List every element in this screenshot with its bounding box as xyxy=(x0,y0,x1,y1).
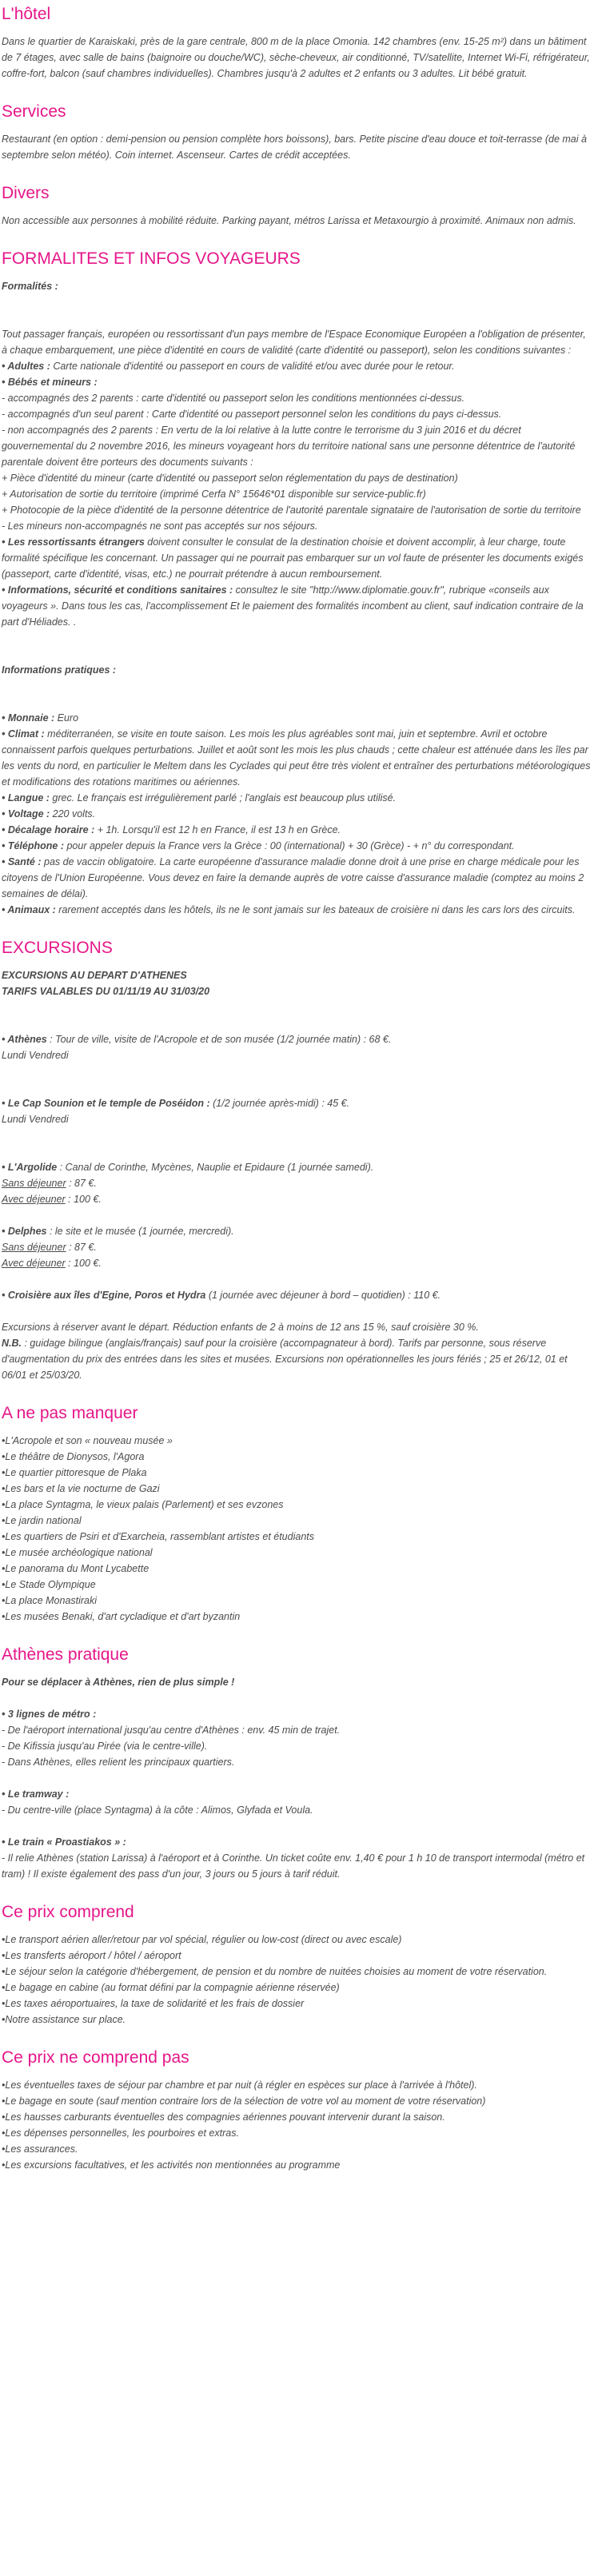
section-divers xyxy=(2,182,593,229)
text-line: - Dans Athènes, elles relient les principaux quartiers. xyxy=(2,1757,235,1768)
text-line: - accompagnés d'un seul parent : Carte d'identité ou passeport personnel selon les conditions du pays ci-dessus. xyxy=(2,409,502,420)
manquer-list xyxy=(2,1433,593,1625)
list-item: • Le bagage en soute (sauf mention contraire lors de la sélection de votre vol au moment de votre réservation) xyxy=(2,2093,593,2109)
info-climat: • Climat : méditerranéen, se visite en toute saison. Les mois les plus agréables sont mai, juin et septembre. Avril et octobre connaissent parfois quelques perturbations. Juillet et août sont les mois les plus chauds ; cette chaleur est atténuée dans les îles par les vents du nord, en particulier le Meltem dans les Cyclades qui peut être très violent et entraîner des perturbations météorologiques et modifications des rotations maritimes ou aériennes. xyxy=(2,728,591,788)
list-item: • Les transferts aéroport / hôtel / aéroport xyxy=(2,1948,593,1964)
list-item: • La place Syntagma, le vieux palais (Parlement) et ses evzones xyxy=(2,1497,593,1513)
excursions-subtitle: EXCURSIONS AU DEPART D'ATHENES xyxy=(2,970,187,981)
section-title-services: Services xyxy=(2,102,66,121)
section-hotel xyxy=(2,3,593,82)
info-telephone: • Téléphone : pour appeler depuis la France vers la Grèce : 00 (international) + 30 (Grèce) - + n° du correspondant. xyxy=(2,840,515,851)
text-line: - Du centre-ville (place Syntagma) à la côte : Alimos, Glyfada et Voula. xyxy=(2,1804,313,1816)
argolide-sans-dejeuner: Sans déjeuner : 87 €. xyxy=(2,1178,97,1189)
formalites-intro: Tout passager français, européen ou ressortissant d'un pays membre de l'Espace Economique Européen a l'obligation de présenter, à chaque embarquement, une pièce d'identité en cours de validité (carte d'identité ou passeport), selon les conditions suivantes : xyxy=(2,329,586,356)
excursions-nb: N.B. : guidage bilingue (anglais/français) sauf pour la croisière (accompagnateur à bord). Tarifs par personne, sous réserve d'augmentation du prix des entrées dans les sites et musées. Excursions non opérationnelles les jours fériés ; 25 et 26/12, 01 et 06/01 et 25/03/20. xyxy=(2,1338,568,1381)
formalites-bebes-label: • Bébés et mineurs : xyxy=(2,377,98,388)
section-formalites xyxy=(2,248,593,918)
section-title-manquer: A ne pas manquer xyxy=(2,1404,138,1422)
list-item: • Notre assistance sur place. xyxy=(2,2012,593,2028)
section-title-excursions: EXCURSIONS xyxy=(2,939,113,957)
info-langue: • Langue : grec. Le français est irrégulièrement parlé ; l'anglais est beaucoup plus utilisé. xyxy=(2,792,397,804)
excursions-note: Excursions à réserver avant le départ. Réduction enfants de 2 à moins de 12 ans 15 %, sauf croisière 30 %. xyxy=(2,1322,479,1333)
list-item: • Les musées Benaki, d'art cycladique et d'art byzantin xyxy=(2,1609,593,1625)
excursion-croisiere: • Croisière aux îles d'Egine, Poros et Hydra (1 journée avec déjeuner à bord – quotidien) : 110 €. xyxy=(2,1290,441,1301)
section-manquer xyxy=(2,1402,593,1625)
list-item: • Les taxes aéroportuaires, la taxe de solidarité et les frais de dossier xyxy=(2,1996,593,2012)
excursion-argolide: • L'Argolide : Canal de Corinthe, Mycènes, Nauplie et Epidaure (1 journée samedi). xyxy=(2,1162,374,1173)
text-line: - non accompagnés des 2 parents : En vertu de la loi relative à la lutte contre le terrorisme du 3 juin 2016 et du décret gouvernemental du 2 novembre 2016, les mineurs voyageant hors du territoire national sans une personne détentrice de l'autorité parentale doivent être porteurs des documents suivants : xyxy=(2,425,576,468)
section-title-hotel: L'hôtel xyxy=(2,5,51,23)
list-item: • Le Stade Olympique xyxy=(2,1577,593,1593)
section-title-comprend: Ce prix comprend xyxy=(2,1903,134,1921)
section-pratique xyxy=(2,1644,593,1882)
excursion-cap-sounion: • Le Cap Sounion et le temple de Poséidon : (1/2 journée après-midi) : 45 €. xyxy=(2,1098,350,1109)
text-line: + Pièce d'identité du mineur (carte d'identité ou passeport selon réglementation du pays de destination) xyxy=(2,473,458,484)
section-title-divers: Divers xyxy=(2,184,50,202)
list-item: • Le transport aérien aller/retour par vol spécial, régulier ou low-cost (direct ou avec escale) xyxy=(2,1932,593,1948)
excursion-athenes: • Athènes : Tour de ville, visite de l'Acropole et de son musée (1/2 journée matin) : 68 €. xyxy=(2,1034,392,1045)
text-line: - De Kifissia jusqu'au Pirée (via le centre-ville). xyxy=(2,1741,208,1752)
section-comprend xyxy=(2,1901,593,2028)
list-item: • Le bagage en cabine (au format défini par la compagnie aérienne réservée) xyxy=(2,1980,593,1996)
text-line: - Les mineurs non-accompagnés ne sont pas acceptés sur nos séjours. xyxy=(2,520,318,532)
formalites-adultes: • Adultes : Carte nationale d'identité ou passeport en cours de validité et/ou avec durée pour le retour. xyxy=(2,361,455,372)
section-services xyxy=(2,101,593,163)
list-item: • Le panorama du Mont Lycabette xyxy=(2,1561,593,1577)
list-item: • Le jardin national xyxy=(2,1513,593,1529)
pratique-train-label: • Le train « Proastiakos » : xyxy=(2,1836,126,1848)
divers-description: Non accessible aux personnes à mobilité réduite. Parking payant, métros Larissa et Metaxourgio à proximité. Animaux non admis. xyxy=(2,215,576,226)
ne-comprend-list xyxy=(2,2077,593,2173)
pratique-intro: Pour se déplacer à Athènes, rien de plus simple ! xyxy=(2,1677,235,1688)
argolide-avec-dejeuner: Avec déjeuner : 100 €. xyxy=(2,1194,102,1205)
formalites-ressortissants: • Les ressortissants étrangers doivent consulter le consulat de la destination choisie et doivent accomplir, à leur charge, toute formalité spécifique les concernant. Un passager qui ne pourrait pas embarquer sur un vol faute de présenter les documents exigés (passeport, carte d'identité, visas, etc.) ne pourrait prétendre à aucun remboursement. xyxy=(2,536,584,580)
excursion-athenes-days: Lundi Vendredi xyxy=(2,1050,69,1061)
info-animaux: • Animaux : rarement acceptés dans les hôtels, ils ne le sont jamais sur les bateaux de croisière ni dans les cars lors des circuits. xyxy=(2,904,576,915)
list-item: • Le théâtre de Dionysos, l'Agora xyxy=(2,1449,593,1465)
info-sante: • Santé : pas de vaccin obligatoire. La carte européenne d'assurance maladie donne droit à une prise en charge médicale pour les citoyens de l'Union Européenne. Vous devez en faire la demande auprès de votre caisse d'assurance maladie (comptez au moins 2 semaines de délai). xyxy=(2,856,584,899)
delphes-avec-dejeuner: Avec déjeuner : 100 €. xyxy=(2,1258,102,1269)
text-line: + Photocopie de la pièce d'identité de la personne détentrice de l'autorité parentale signataire de l'autorisation de sortie du territoire xyxy=(2,504,581,516)
services-description: Restaurant (en option : demi-pension ou pension complète hors boissons), bars. Petite piscine d'eau douce et toit-terrasse (de mai à septembre selon météo). Coin internet. Ascenseur. Cartes de crédit acceptées. xyxy=(2,134,587,161)
section-title-formalites: FORMALITES ET INFOS VOYAGEURS xyxy=(2,249,301,268)
excursion-delphes: • Delphes : le site et le musée (1 journée, mercredi). xyxy=(2,1226,234,1237)
metro-lines xyxy=(2,1722,593,1770)
text-line: + Autorisation de sortie du territoire (imprimé Cerfa N° 15646*01 disponible sur service-public.fr) xyxy=(2,488,426,500)
section-title-ne-comprend: Ce prix ne comprend pas xyxy=(2,2048,189,2067)
delphes-sans-dejeuner: Sans déjeuner : 87 €. xyxy=(2,1242,97,1253)
comprend-list xyxy=(2,1932,593,2028)
info-voltage: • Voltage : 220 volts. xyxy=(2,808,96,819)
list-item: • Les excursions facultatives, et les activités non mentionnées au programme xyxy=(2,2157,593,2173)
list-item: • Les hausses carburants éventuelles des compagnies aériennes pouvant intervenir durant la saison. xyxy=(2,2109,593,2125)
list-item: • Le séjour selon la catégorie d'hébergement, de pension et du nombre de nuitées choisies au moment de votre réservation. xyxy=(2,1964,593,1980)
list-item: • Les bars et la vie nocturne de Gazi xyxy=(2,1481,593,1497)
list-item: • L'Acropole et son « nouveau musée » xyxy=(2,1433,593,1449)
section-excursions xyxy=(2,937,593,1383)
list-item: • Les assurances. xyxy=(2,2141,593,2157)
text-line: - accompagnés des 2 parents : carte d'identité ou passeport selon les conditions mentionnées ci-dessus. xyxy=(2,393,465,404)
list-item: • Le quartier pittoresque de Plaka xyxy=(2,1465,593,1481)
hotel-description: Dans le quartier de Karaiskaki, près de la gare centrale, 800 m de la place Omonia. 142 chambres (env. 15-25 m²) dans un bâtiment de 7 étages, avec salle de bains (baignoire ou douche/WC), sèche-cheveux, air conditionné, TV/satellite, Internet Wi-Fi, réfrigérateur, coffre-fort, balcon (sauf chambres individuelles). Chambres jusqu'à 2 adultes et 2 enfants ou 3 adultes. Lit bébé gratuit. xyxy=(2,36,590,79)
text-line: - De l'aéroport international jusqu'au centre d'Athènes : env. 45 min de trajet. xyxy=(2,1725,341,1736)
pratique-tram-label: • Le tramway : xyxy=(2,1788,70,1800)
bebes-lines xyxy=(2,390,593,534)
info-monnaie: • Monnaie : Euro xyxy=(2,712,79,724)
list-item: • Les quartiers de Psiri et d'Exarcheia, rassemblant artistes et étudiants xyxy=(2,1529,593,1545)
list-item: • Les éventuelles taxes de séjour par chambre et par nuit (à régler en espèces sur place à l'arrivée à l'hôtel). xyxy=(2,2077,593,2093)
formalites-informations: • Informations, sécurité et conditions sanitaires : consultez le site "http://www.diplomatie.gouv.fr", rubrique «conseils aux voyageurs ». Dans tous les cas, l'accomplissement Et le paiement des formalités incombent au client, sauf indication contraire de la part d'Héliades. . xyxy=(2,584,584,628)
info-decalage: • Décalage horaire : + 1h. Lorsqu'il est 12 h en France, il est 13 h en Grèce. xyxy=(2,824,341,835)
section-ne-comprend xyxy=(2,2047,593,2173)
formalites-label: Formalités : xyxy=(2,281,58,292)
section-title-pratique: Athènes pratique xyxy=(2,1645,129,1664)
list-item: • Les dépenses personnelles, les pourboires et extras. xyxy=(2,2125,593,2141)
pratiques-label: Informations pratiques : xyxy=(2,664,117,676)
excursion-cap-days: Lundi Vendredi xyxy=(2,1114,69,1125)
excursions-tarifs: TARIFS VALABLES DU 01/11/19 AU 31/03/20 xyxy=(2,986,210,997)
text-line: - Il relie Athènes (station Larissa) à l'aéroport et à Corinthe. Un ticket coûte env. 1,40 € pour 1 h 10 de transport intermodal (métro et tram) ! Il existe également des pass d'un jour, 3 jours ou 5 jours à tarif réduit. xyxy=(2,1852,585,1880)
train-lines xyxy=(2,1850,593,1882)
list-item: • Le musée archéologique national xyxy=(2,1545,593,1561)
pratique-metro-label: • 3 lignes de métro : xyxy=(2,1709,97,1720)
list-item: • La place Monastiraki xyxy=(2,1593,593,1609)
tram-lines xyxy=(2,1802,593,1818)
